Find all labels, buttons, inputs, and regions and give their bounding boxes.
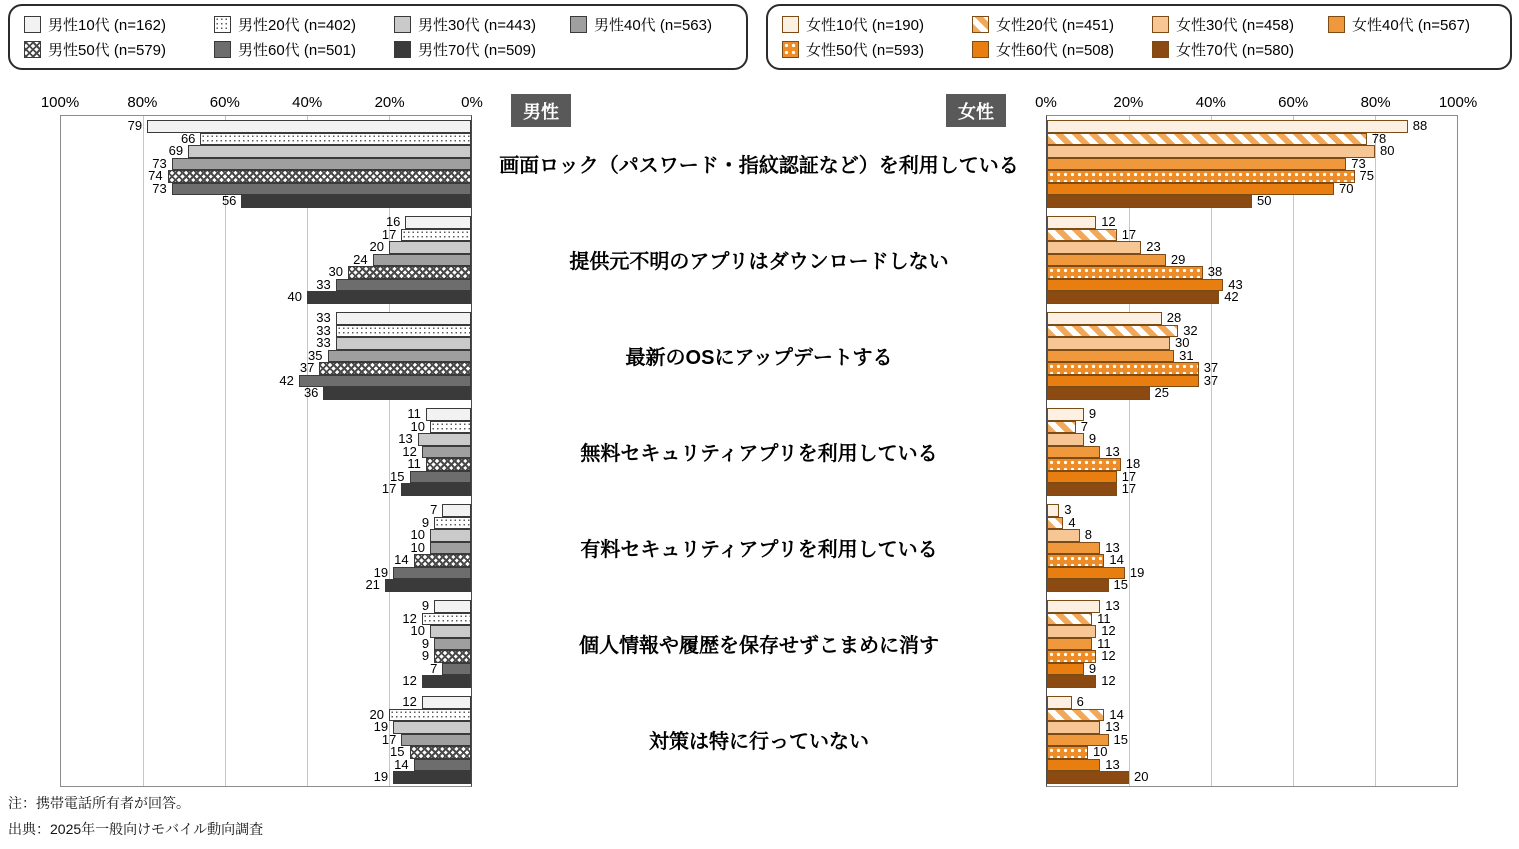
male-bar — [172, 183, 471, 196]
male-bar — [430, 542, 471, 555]
female-bar — [1047, 362, 1199, 375]
male-bar — [348, 266, 471, 279]
female-bar — [1047, 216, 1096, 229]
gridline — [307, 116, 308, 786]
male-bar-value: 42 — [279, 372, 294, 388]
female-bar — [1047, 771, 1129, 784]
male-bar-value: 33 — [316, 322, 331, 338]
male-bar — [422, 446, 471, 459]
female-bar-value: 9 — [1088, 660, 1097, 676]
male-bar — [418, 433, 471, 446]
female-bar-value: 78 — [1371, 130, 1387, 146]
female-bar-value: 11 — [1097, 610, 1111, 626]
female-bar — [1047, 721, 1100, 734]
legend-item — [1152, 14, 1328, 35]
female-bar — [1047, 613, 1092, 626]
female-bar-value: 25 — [1154, 385, 1169, 400]
legend-item — [214, 39, 394, 60]
legend-item — [394, 14, 570, 35]
male-bar — [434, 638, 471, 651]
legend-swatch-icon — [24, 16, 41, 33]
male-bar-value: 7 — [430, 660, 438, 676]
male-bar-value: 20 — [369, 706, 384, 722]
female-bar — [1047, 529, 1080, 542]
female-bar — [1047, 675, 1096, 688]
female-bar — [1047, 229, 1117, 242]
female-bar-value: 70 — [1339, 180, 1354, 196]
female-axis-tick: 60% — [1278, 94, 1309, 111]
female-bar — [1047, 458, 1121, 471]
female-axis — [1035, 94, 1478, 112]
female-bar — [1047, 709, 1104, 722]
female-bar-value: 42 — [1224, 289, 1239, 304]
male-bar — [414, 759, 471, 772]
female-plot-area — [1046, 115, 1458, 787]
male-bar — [393, 771, 471, 784]
female-bar — [1047, 266, 1203, 279]
female-bar-value: 9 — [1088, 406, 1097, 421]
female-bar-value: 18 — [1125, 456, 1141, 471]
legend-swatch-icon — [394, 41, 411, 58]
legend-item — [972, 14, 1152, 35]
male-bar — [442, 504, 471, 517]
male-bar — [434, 600, 471, 613]
female-bar — [1047, 387, 1150, 400]
female-bar — [1047, 483, 1117, 496]
female-bar — [1047, 600, 1100, 613]
female-axis-tick: 20% — [1113, 94, 1144, 111]
male-bar-value: 33 — [316, 276, 331, 292]
female-bar-value: 28 — [1166, 310, 1182, 325]
male-axis-tick: 60% — [209, 94, 240, 111]
male-bar — [426, 408, 471, 421]
female-bar — [1047, 145, 1375, 158]
female-bar-value: 12 — [1101, 214, 1116, 229]
female-bar-value: 43 — [1228, 276, 1243, 292]
legend-swatch-icon — [1328, 16, 1345, 33]
female-bar — [1047, 195, 1252, 208]
male-axis-tick: 100% — [40, 94, 80, 111]
male-bar — [434, 650, 471, 663]
male-bar-value: 13 — [398, 431, 413, 446]
male-bar-value: 14 — [394, 756, 409, 772]
male-bar-value: 10 — [410, 539, 425, 555]
male-bar-value: 16 — [385, 214, 401, 229]
category-label: 個人情報や履歴を保存せずこまめに消す — [579, 634, 939, 657]
female-bar-value: 88 — [1412, 118, 1428, 133]
male-bar-value: 19 — [373, 564, 389, 580]
female-bar — [1047, 158, 1346, 171]
male-bar-value: 30 — [328, 264, 343, 279]
female-bar-value: 11 — [1097, 635, 1111, 651]
male-bar — [410, 746, 472, 759]
female-bar-value: 13 — [1105, 539, 1120, 555]
legend-item-label: 男性10代 (n=162) — [48, 17, 166, 34]
legend-item-label: 女性40代 (n=567) — [1352, 17, 1470, 34]
female-axis-tick: 0% — [1035, 94, 1057, 111]
female-bar-value: 13 — [1105, 598, 1120, 613]
male-bar — [328, 350, 472, 363]
category-labels — [472, 115, 1046, 787]
female-bar-value: 13 — [1105, 756, 1120, 772]
legend-item-label: 男性70代 (n=509) — [418, 42, 536, 59]
male-bar — [307, 291, 471, 304]
male-bar — [319, 362, 471, 375]
legend-swatch-icon — [1152, 16, 1169, 33]
legend-item-label: 男性50代 (n=579) — [48, 42, 166, 59]
female-bar — [1047, 696, 1072, 709]
female-bar — [1047, 254, 1166, 267]
legend-item — [782, 14, 972, 35]
male-bar-value: 37 — [299, 360, 315, 375]
male-bar — [336, 337, 471, 350]
male-bar-value: 17 — [381, 731, 397, 747]
legend-swatch-icon — [972, 41, 989, 58]
male-bar-value: 10 — [410, 418, 425, 434]
male-bar-value: 12 — [402, 443, 417, 459]
male-bar-value: 10 — [410, 527, 425, 542]
legend-item — [1328, 14, 1496, 35]
female-bar — [1047, 375, 1199, 388]
male-bar — [336, 312, 471, 325]
male-bar-value: 74 — [148, 168, 163, 183]
female-bar — [1047, 421, 1076, 434]
male-bar-value: 36 — [303, 385, 319, 400]
gridline — [1293, 116, 1294, 786]
female-bar-value: 3 — [1064, 502, 1072, 517]
legend-swatch-icon — [394, 16, 411, 33]
gridline — [1211, 116, 1212, 786]
male-bar — [241, 195, 471, 208]
female-bar-value: 15 — [1113, 731, 1128, 747]
male-bar-value: 73 — [152, 180, 167, 196]
legend-item-label: 男性20代 (n=402) — [238, 17, 356, 34]
female-bar-value: 32 — [1183, 322, 1198, 338]
female-bar-value: 23 — [1146, 239, 1161, 254]
male-chart — [40, 94, 483, 788]
male-bar — [422, 675, 471, 688]
female-chart — [1035, 94, 1478, 788]
male-bar — [393, 567, 471, 580]
gridline — [225, 116, 226, 786]
female-bar — [1047, 170, 1355, 183]
female-bar-value: 4 — [1068, 514, 1076, 530]
male-bar — [401, 229, 471, 242]
male-bar — [442, 663, 471, 676]
female-bar-value: 73 — [1351, 155, 1366, 171]
legend-swatch-icon — [214, 41, 231, 58]
female-bar-value: 17 — [1121, 481, 1137, 496]
legend-item-label: 女性10代 (n=190) — [806, 17, 924, 34]
male-bar — [172, 158, 471, 171]
male-bar-value: 14 — [394, 552, 409, 567]
female-bar — [1047, 517, 1063, 530]
legend-item-label: 女性30代 (n=458) — [1176, 17, 1294, 34]
legend-item-label: 男性30代 (n=443) — [418, 17, 536, 34]
male-bar-value: 73 — [152, 155, 167, 171]
category-label: 対策は特に行っていない — [649, 730, 869, 753]
legend-item-label: 男性60代 (n=501) — [238, 42, 356, 59]
male-bar-value: 12 — [402, 673, 417, 688]
female-bar — [1047, 312, 1162, 325]
male-bar — [434, 517, 471, 530]
female-bar-value: 12 — [1101, 623, 1116, 638]
female-axis-tick: 40% — [1195, 94, 1226, 111]
legend-swatch-icon — [972, 16, 989, 33]
female-bar-value: 17 — [1121, 226, 1137, 242]
legend-item-label: 女性50代 (n=593) — [806, 42, 924, 59]
female-bar — [1047, 638, 1092, 651]
female-bar — [1047, 625, 1096, 638]
female-bar-value: 75 — [1359, 168, 1374, 183]
female-bar-value: 9 — [1088, 431, 1097, 446]
category-label: 最新のOSにアップデートする — [625, 346, 893, 369]
legend-item-label: 女性20代 (n=451) — [996, 17, 1114, 34]
male-bar-value: 66 — [180, 130, 196, 146]
legend-item — [570, 14, 732, 35]
male-bar-value: 12 — [402, 610, 417, 626]
female-bar-value: 14 — [1109, 706, 1124, 722]
legend-swatch-icon — [214, 16, 231, 33]
female-axis-tick: 100% — [1438, 94, 1478, 111]
footnote-respondents: 注：携帯電話所有者が回答。 — [8, 795, 190, 811]
female-bar-value: 38 — [1207, 264, 1223, 279]
male-bar — [401, 483, 471, 496]
male-bar-value: 17 — [381, 481, 397, 496]
male-axis — [40, 94, 483, 112]
male-bar — [426, 458, 471, 471]
female-bar-value: 30 — [1175, 335, 1190, 350]
legend-item — [394, 39, 570, 60]
gridline — [1129, 116, 1130, 786]
male-bar-value: 10 — [410, 623, 425, 638]
category-label: 提供元不明のアプリはダウンロードしない — [569, 250, 949, 273]
female-bar — [1047, 325, 1178, 338]
female-bar-value: 37 — [1203, 372, 1219, 388]
gridline — [1375, 116, 1376, 786]
male-bar — [373, 254, 471, 267]
female-bar-value: 15 — [1113, 577, 1128, 592]
female-bar-value: 50 — [1257, 193, 1272, 208]
male-bar-value: 15 — [390, 468, 405, 484]
male-bar-value: 19 — [373, 769, 389, 784]
gender-badge-female: 女性 — [946, 94, 1006, 127]
legend-item — [1152, 39, 1328, 60]
legend-item-label: 女性70代 (n=580) — [1176, 42, 1294, 59]
female-bar — [1047, 279, 1223, 292]
male-bar — [188, 145, 471, 158]
female-bar — [1047, 579, 1109, 592]
male-bar-value: 79 — [127, 118, 143, 133]
female-bar — [1047, 504, 1059, 517]
female-bar — [1047, 133, 1367, 146]
female-bar — [1047, 663, 1084, 676]
female-bar-value: 7 — [1080, 418, 1088, 434]
male-axis-tick: 80% — [127, 94, 158, 111]
male-bar-value: 7 — [430, 502, 438, 517]
female-bar-value: 10 — [1093, 744, 1108, 759]
legend-item — [972, 39, 1152, 60]
male-bar-value: 12 — [402, 694, 417, 709]
male-bar-value: 9 — [421, 598, 430, 613]
female-bar-value: 19 — [1129, 564, 1145, 580]
female-bar — [1047, 433, 1084, 446]
category-label: 有料セキュリティアプリを利用している — [580, 538, 938, 561]
gridline — [143, 116, 144, 786]
category-label: 無料セキュリティアプリを利用している — [580, 442, 938, 465]
male-bar-value: 33 — [316, 335, 331, 350]
female-bar-value: 31 — [1179, 347, 1194, 363]
male-bar — [147, 120, 471, 133]
female-bar-value: 80 — [1380, 143, 1395, 158]
female-bar-value: 12 — [1101, 648, 1116, 663]
female-bar-value: 8 — [1084, 527, 1093, 542]
female-bar-value: 13 — [1105, 719, 1120, 734]
female-bar-value: 12 — [1101, 673, 1116, 688]
male-bar — [430, 529, 471, 542]
legend-swatch-icon — [1152, 41, 1169, 58]
male-bar-value: 9 — [421, 635, 430, 651]
female-bar — [1047, 241, 1141, 254]
female-bar-value: 29 — [1170, 251, 1186, 267]
male-bar — [323, 387, 471, 400]
female-bar-value: 13 — [1105, 443, 1120, 459]
male-bar-value: 69 — [168, 143, 184, 158]
female-bar — [1047, 183, 1334, 196]
legend-item-label: 男性40代 (n=563) — [594, 17, 712, 34]
male-bar-value: 9 — [421, 648, 430, 663]
female-bar — [1047, 291, 1219, 304]
male-bar-value: 40 — [287, 289, 302, 304]
female-axis-tick: 80% — [1360, 94, 1391, 111]
male-bar — [336, 279, 471, 292]
male-bar — [389, 709, 471, 722]
female-bar — [1047, 120, 1408, 133]
legend-item — [782, 39, 972, 60]
male-axis-tick: 20% — [374, 94, 405, 111]
female-bar-value: 20 — [1134, 769, 1149, 784]
legend-item — [24, 39, 214, 60]
male-bar — [389, 241, 471, 254]
male-bar-value: 19 — [373, 719, 389, 734]
female-bar — [1047, 542, 1100, 555]
female-bar — [1047, 759, 1100, 772]
male-bar-value: 11 — [407, 456, 421, 471]
male-bar — [401, 734, 471, 747]
male-bar — [200, 133, 471, 146]
legend-item — [24, 14, 214, 35]
male-bar-value: 35 — [308, 347, 323, 363]
legend-swatch-icon — [782, 41, 799, 58]
male-bar — [410, 471, 472, 484]
male-plot-area — [60, 115, 472, 787]
male-bar — [299, 375, 471, 388]
male-bar-value: 15 — [390, 744, 405, 759]
male-bar — [422, 613, 471, 626]
male-bar-value: 17 — [381, 226, 397, 242]
male-bar — [168, 170, 471, 183]
male-bar — [414, 554, 471, 567]
legend-item — [214, 14, 394, 35]
legend-swatch-icon — [24, 41, 41, 58]
female-bar — [1047, 337, 1170, 350]
female-bar — [1047, 554, 1104, 567]
female-bar-value: 14 — [1109, 552, 1124, 567]
male-bar-value: 21 — [365, 577, 380, 592]
gender-badge-male: 男性 — [511, 94, 571, 127]
footnote-source: 出典：2025年一般向けモバイル動向調査 — [8, 821, 264, 837]
female-bar — [1047, 471, 1117, 484]
legend-female — [766, 4, 1512, 70]
male-bar-value: 24 — [353, 251, 368, 267]
female-bar — [1047, 446, 1100, 459]
female-bar — [1047, 350, 1174, 363]
legend-male — [8, 4, 748, 70]
male-bar — [336, 325, 471, 338]
male-bar-value: 11 — [407, 406, 421, 421]
female-bar-value: 37 — [1203, 360, 1219, 375]
male-bar — [405, 216, 471, 229]
male-axis-tick: 40% — [292, 94, 323, 111]
male-bar — [393, 721, 471, 734]
female-bar-value: 17 — [1121, 468, 1137, 484]
male-bar-value: 33 — [316, 310, 331, 325]
female-bar — [1047, 746, 1088, 759]
female-bar — [1047, 408, 1084, 421]
male-bar-value: 9 — [421, 514, 430, 530]
category-label: 画面ロック（パスワード・指紋認証など）を利用している — [499, 154, 1019, 177]
legend-item-label: 女性60代 (n=508) — [996, 42, 1114, 59]
male-bar — [385, 579, 471, 592]
legend-swatch-icon — [782, 16, 799, 33]
male-bar-value: 56 — [221, 193, 237, 208]
male-axis-tick: 0% — [461, 94, 483, 111]
legend-swatch-icon — [570, 16, 587, 33]
male-bar — [430, 625, 471, 638]
female-bar-value: 6 — [1076, 694, 1084, 709]
male-bar — [430, 421, 471, 434]
male-bar-value: 20 — [369, 239, 384, 254]
male-bar — [422, 696, 471, 709]
